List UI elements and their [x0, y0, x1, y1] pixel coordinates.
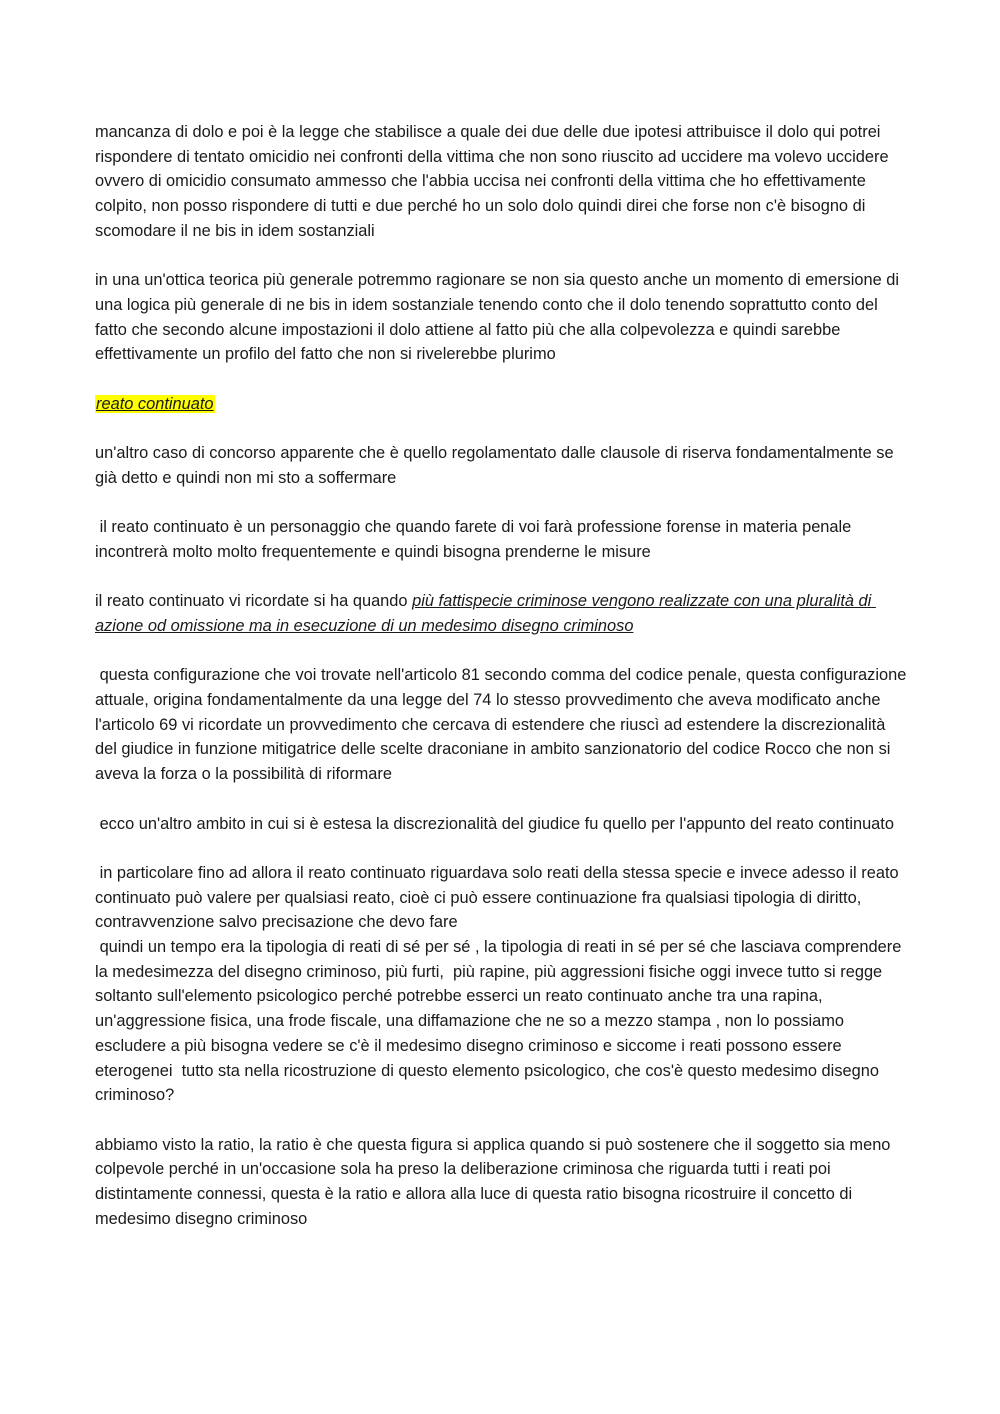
section-heading — [95, 392, 910, 417]
paragraph: in una un'ottica teorica più generale potremmo ragionare se non sia questo anche un momento di emersione di una logica più generale di ne bis in idem sostanziale tenendo conto che il dolo tenendo soprattutto conto del fatto che secondo alcune impostazioni il dolo attiene al fatto più che alla colpevolezza e quindi sarebbe effettivamente un profilo del fatto che non si rivelerebbe plurimo — [95, 271, 904, 364]
paragraph: ecco un'altro ambito in cui si è estesa la discrezionalità del giudice fu quello per l'appunto del reato continuato — [95, 814, 894, 833]
paragraph: un'altro caso di concorso apparente che è quello regolamentato dalle clausole di riserva fondamentalmente se già detto e quindi non mi sto a soffermare — [95, 444, 899, 487]
paragraph: in particolare fino ad allora il reato continuato riguardava solo reati della stessa specie e invece adesso il reato continuato può valere per qualsiasi reato, cioè ci può essere continuazione fra qualsiasi tipologia di diritto, contravvenzione salvo precisazione che devo fare — [95, 863, 904, 932]
paragraph-definition — [95, 589, 910, 638]
paragraph: mancanza di dolo e poi è la legge che stabilisce a quale dei due delle due ipotesi attribuisce il dolo qui potrei rispondere di tentato omicidio nei confronti della vittima che non sono riuscito ad uccidere ma volevo uccidere ovvero di omicidio consumato ammesso che l'abbia uccisa nei confronti della vittima che ho effettivamente colpito, non posso rispondere di tutti e due perché ho un solo dolo quindi direi che forse non c'è bisogno di scomodare il ne bis in idem sostanziali — [95, 123, 894, 240]
section-heading-text: reato continuato — [96, 394, 214, 413]
paragraph: quindi un tempo era la tipologia di reati di sé per sé , la tipologia di reati in sé per sé che lasciava comprendere la medesimezza del disegno criminoso, più furti, più rapine, più aggressioni fisiche oggi invece tutto si regge soltanto sull'elemento psicologico perché potrebbe esserci un reato continuato anche tra una rapina, un'aggressione fisica, una frode fiscale, una diffamazione che ne so a mezzo stampa , non lo possiamo escludere a più bisogna vedere se c'è il medesimo disegno criminoso e siccome i reati possono essere eterogenei tutto sta nella ricostruzione di questo elemento psicologico, che cos'è questo medesimo disegno criminoso? — [95, 938, 906, 1105]
paragraph: il reato continuato è un personaggio che quando farete di voi farà professione forense in materia penale incontrerà molto molto frequentemente e quindi bisogna prenderne le misure — [95, 518, 856, 561]
paragraph: abbiamo visto la ratio, la ratio è che questa figura si applica quando si può sostenere che il soggetto sia meno colpevole perché in un'occasione sola ha preso la deliberazione criminosa che riguarda tutti i reati poi distintamente connessi, questa è la ratio e allora alla luce di questa ratio bisogna ricostruire il concetto di medesimo disegno criminoso — [95, 1135, 895, 1228]
document-page — [95, 120, 910, 1256]
definition-intro: il reato continuato vi ricordate si ha quando — [95, 592, 413, 611]
paragraph: questa configurazione che voi trovate nell'articolo 81 secondo comma del codice penale, questa configurazione attuale, origina fondamentalmente da una legge del 74 lo stesso provvedimento che aveva modificato anche l'articolo 69 vi ricordate un provvedimento che cercava di estendere che riuscì ad estendere la discrezionalità del giudice in funzione mitigatrice delle scelte draconiane in ambito sanzionatorio del codice Rocco che non si aveva la forza o la possibilità di riformare — [95, 666, 911, 784]
definition-text: più fattispecie criminose vengono realizzate con una pluralità di azione od omissione ma in esecuzione di un medesimo disegno criminoso — [95, 592, 876, 635]
